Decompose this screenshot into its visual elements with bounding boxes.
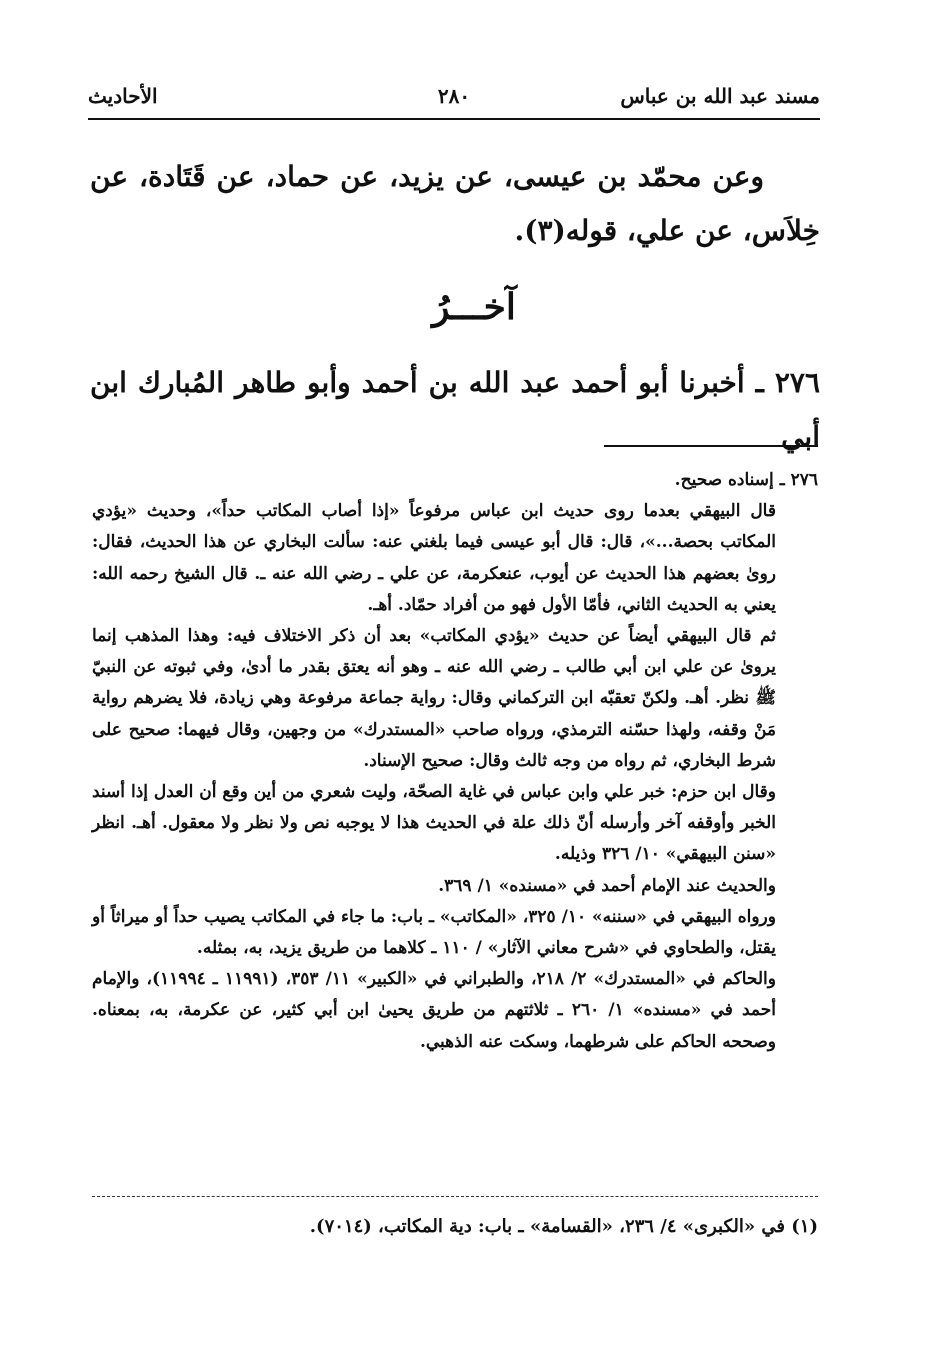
header-rule (88, 118, 820, 120)
footnote-separator (92, 1196, 818, 1197)
footnote-text: (١) في «الكبرى» ٤/ ٢٣٦، «القسامة» ـ باب: دية المكاتب، (٧٠١٤). (309, 1216, 818, 1237)
notes-separator (604, 445, 818, 447)
commentary-notes (92, 465, 818, 1058)
page-number: ٢٨٠ (437, 84, 471, 108)
header-book-title: مسند عبد الله بن عباس (620, 84, 820, 108)
running-header (88, 84, 820, 114)
main-text (90, 150, 820, 258)
note-paragraph: ورواه البيهقي في «سننه» ١٠/ ٣٢٥، «المكاتب» ـ باب: ما جاء في المكاتب يصيب حداً أو ميراثاً أو يقتل، والطحاوي في «شرح معاني الآثار» / ١١٠ ـ كلاهما من طريق يزيد، به، بمثله. (92, 906, 776, 959)
footnote (92, 1212, 818, 1242)
header-section-title: الأحاديث (88, 84, 158, 108)
note-paragraph: قال البيهقي بعدما روى حديث ابن عباس مرفوعاً «إذا أصاب المكاتب حداً»، وحديث «يؤدي المكاتب بحصة...»، قال: قال أبو عيسى فيما بلغني عنه: سألت البخاري عن هذا الحديث، فقال: روىٰ بعضهم هذا الحديث عن أيوب، عنعكرمة، عن علي ـ رضي الله عنه ـ. قال الشيخ رحمه الله: يعني به الحديث الثاني، فأمّا الأول فهو من أفراد حمّاد. أهـ. (92, 501, 776, 615)
main-paragraph: وعن محمّد بن عيسى، عن يزيد، عن حماد، عن قَتَادة، عن خِلاَس، عن علي، قوله(٣). (90, 160, 820, 247)
note-paragraph: والحديث عند الإمام أحمد في «مسنده» ١/ ٣٦٩. (438, 875, 776, 896)
section-heading: آخـــرُ (432, 286, 516, 328)
note-heading: ٢٧٦ ـ إسناده صحيح. (674, 470, 818, 490)
note-paragraph: والحاكم في «المستدرك» ٢/ ٢١٨، والطبراني في «الكبير» ١١/ ٣٥٣، (١١٩٩١ ـ ١١٩٩٤)، والإمام أحمد في «مسنده» ١/ ٢٦٠ ـ ثلاثتهم من طريق يحيىٰ ابن أبي كثير، عن عكرمة، به، بمعناه. وصححه الحاكم على شرطهما، وسكت عنه الذهبي. (92, 969, 776, 1052)
hadith-276-opening: ٢٧٦ ـ أخبرنا أبو أحمد عبد الله بن أحمد وأبو طاهر المُبارك ابن أبي (90, 366, 820, 453)
note-paragraph: وقال ابن حزم: خبر علي وابن عباس في غاية الصحّة، وليت شعري من أين وقع أن العدل إذا أسند الخبر وأوقفه آخر وأرسله أنّ ذلك علة في الحديث هذا لا يوجبه نص ولا نظر ولا معقول. أهـ. انظر «سنن البيهقي» ١٠/ ٣٢٦ وذيله. (92, 782, 776, 865)
note-paragraph: ثم قال البيهقي أيضاً عن حديث «يؤدي المكاتب» بعد أن ذكر الاختلاف فيه: وهذا المذهب إنما يروىٰ عن علي ابن أبي طالب ـ رضي الله عنه ـ وهو أنه يعتق بقدر ما أدىٰ، وفي ثبوته عن النبيّ ﷺ نظر. أهـ. ولكنّ تعقبّه ابن التركماني وقال: رواية جماعة مرفوعة وهي زيادة، فلا يضرهم رواية مَنْ وقفه، ولهذا حسّنه الترمذي، ورواه صاحب «المستدرك» من وجهين، وقال فيهما: صحيح على شرط البخاري، ثم رواه من وجه ثالث وقال: صحيح الإسناد. (92, 626, 776, 771)
